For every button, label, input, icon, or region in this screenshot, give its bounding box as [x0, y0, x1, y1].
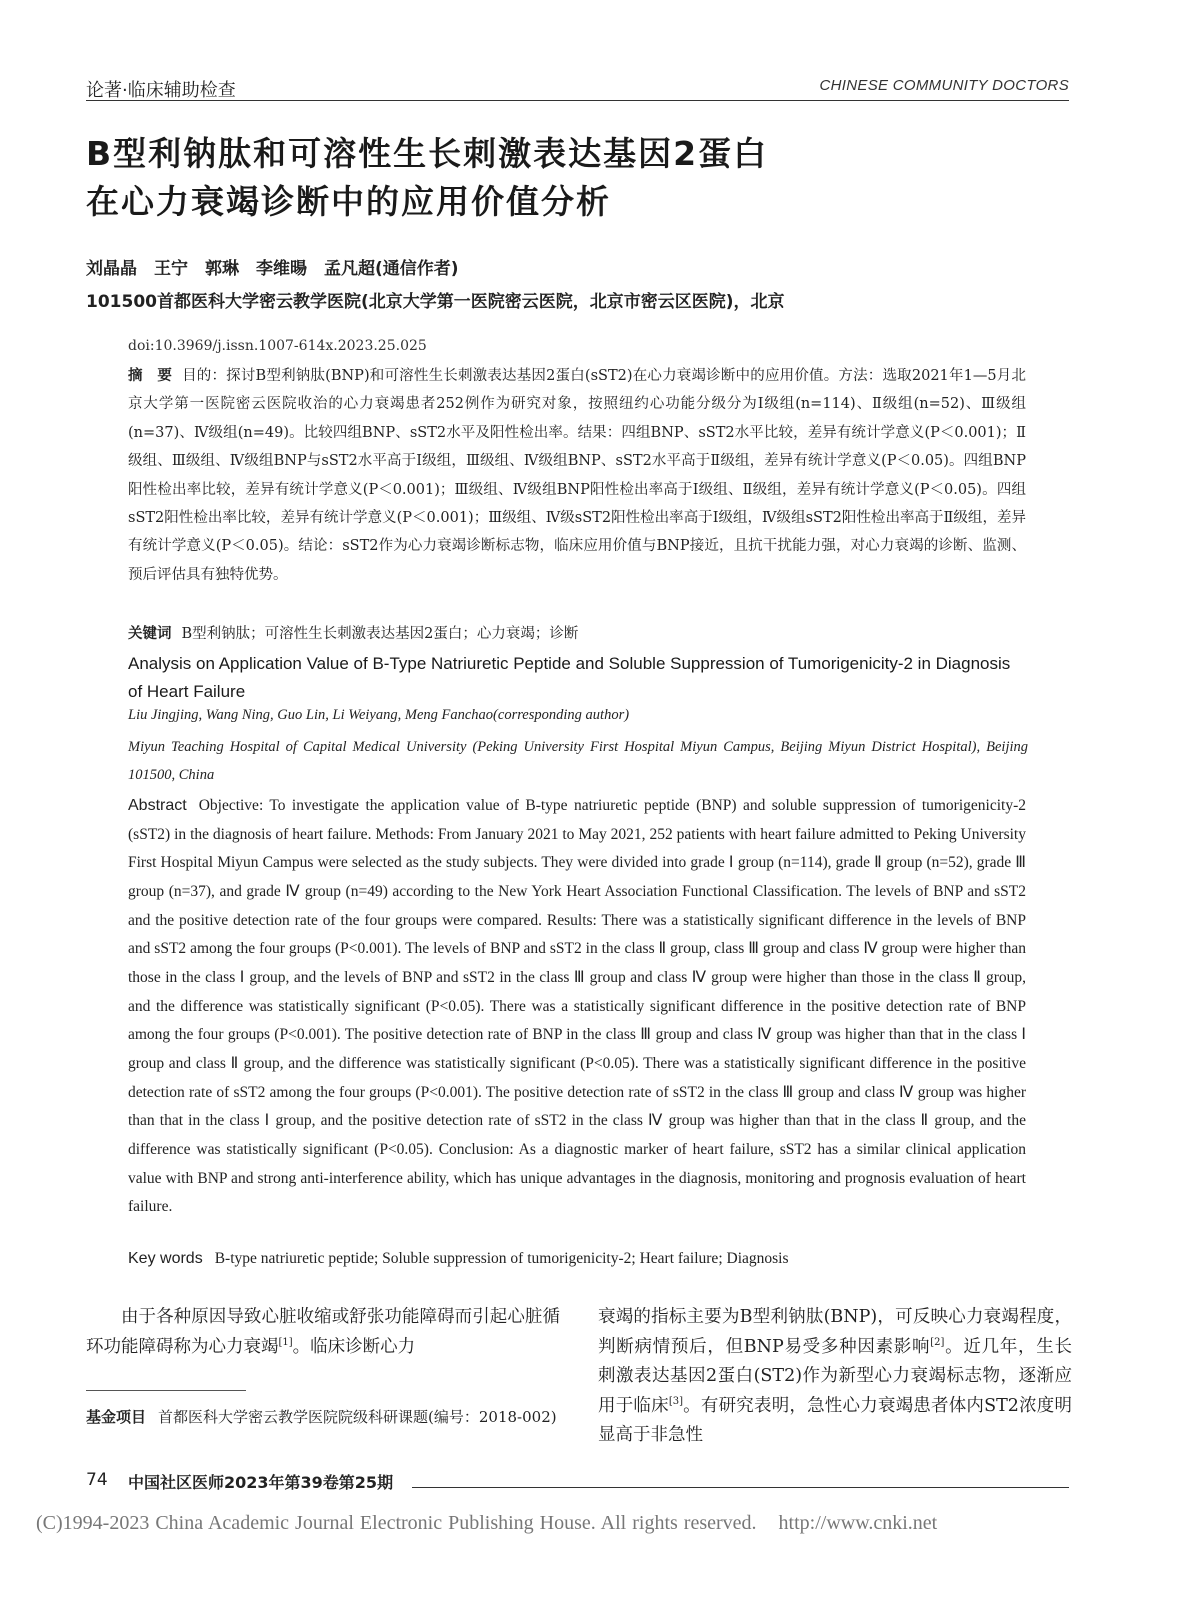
- author-list-en: Liu Jingjing, Wang Ning, Guo Lin, Li Weiyang, Meng Fanchao(corresponding author): [128, 707, 630, 723]
- header-divider: [86, 100, 1069, 101]
- reference-2[interactable]: [2]: [930, 1336, 945, 1348]
- section-label: 论著·临床辅助检查: [86, 80, 236, 101]
- affiliation: 101500首都医科大学密云教学医院(北京大学第一医院密云医院，北京市密云区医院)，北京: [86, 292, 785, 312]
- title-en: Analysis on Application Value of B-Type Natriuretic Peptide and Soluble Suppression of Tumorigenicity-2 in Diagnosis of Heart Failure: [128, 654, 1011, 701]
- doi: doi:10.3969/j.issn.1007-614x.2023.25.025: [128, 338, 427, 354]
- keywords-en-label: Key words: [128, 1250, 203, 1267]
- author-list: 刘晶晶 王宁 郭琳 李维暘 孟凡超(通信作者): [86, 259, 459, 279]
- copyright-watermark: [36, 1512, 937, 1535]
- funding-note: [86, 1404, 560, 1431]
- body-right-p1: 衰竭的指标主要为B型利钠肽(BNP)，可反映心力衰竭程度，判断病情预后，但BNP易受多种因素影响: [598, 1307, 1072, 1357]
- abstract-cn-text: 目的：探讨B型利钠肽(BNP)和可溶性生长刺激表达基因2蛋白(sST2)在心力衰竭诊断中的应用价值。方法：选取2021年1—5月北京大学第一医院密云医院收治的心力衰竭患者252例作为研究对象，按照纽约心功能分级分为Ⅰ级组(n=114)、Ⅱ级组(n=52)、Ⅲ级组(n=37)、Ⅳ级组(n=49)。比较四组BNP、sST2水平及阳性检出率。结果：四组BNP、sST2水平比较，差异有统计学意义(P＜0.001)；Ⅱ级组、Ⅲ级组、Ⅳ级组BNP与sST2水平高于Ⅰ级组，Ⅲ级组、Ⅳ级组BNP、sST2水平高于Ⅱ级组，差异有统计学意义(P＜0.05)。四组BNP阳性检出率比较，差异有统计学意义(P＜0.001)；Ⅲ级组、Ⅳ级组BNP阳性检出率高于Ⅰ级组、Ⅱ级组，差异有统计学意义(P＜0.05)。四组sST2阳性检出率比较，差异有统计学意义(P＜0.001)；Ⅲ级组、Ⅳ级sST2阳性检出率高于Ⅰ级组，Ⅳ级组sST2阳性检出率高于Ⅱ级组，差异有统计学意义(P＜0.05)。结论：sST2作为心力衰竭诊断标志物，临床应用价值与BNP接近，且抗干扰能力强，对心力衰竭的诊断、监测、预后评估具有独特优势。: [128, 368, 1027, 583]
- body-column-right: [598, 1303, 1072, 1451]
- body-column-left: [86, 1303, 560, 1362]
- body-left-tail: 。临床诊断心力: [292, 1336, 416, 1357]
- copyright-text: (C)1994-2023 China Academic Journal Electronic Publishing House. All rights reserved.: [36, 1512, 757, 1534]
- page-number: 74: [86, 1470, 108, 1490]
- affiliation-en: Miyun Teaching Hospital of Capital Medical University (Peking University First Hospital Miyun Campus, Beijing Miyun District Hospital), Beijing 101500, China: [128, 739, 1028, 783]
- abstract-en-text: Objective: To investigate the application value of B-type natriuretic peptide (BNP) and soluble suppression of tumorigenicity-2 (sST2) in the diagnosis of heart failure. Methods: From January 2021 to May 2021, 252 patients with heart failure admitted to Peking University First Hospital Miyun Campus were selected as the study subjects. They were divided into grade Ⅰ group (n=114), grade Ⅱ group (n=52), grade Ⅲ group (n=37), and grade Ⅳ group (n=49) according to the New York Heart Association Functional Classification. The levels of BNP and sST2 and the positive detection rate of the four groups were compared. Results: There was a statistically significant difference in the levels of BNP and sST2 among the four groups (P<0.001). The levels of BNP and sST2 in the class Ⅱ group, class Ⅲ group and class Ⅳ group were higher than those in the class Ⅰ group, and the levels of BNP and sST2 in the class Ⅲ group and class Ⅳ group were higher than those in the class Ⅱ group, and the difference was statistically significant (P<0.05). There was a statistically significant difference in the positive detection rate of BNP among the four groups (P<0.001). The positive detection rate of BNP in the class Ⅲ group and class Ⅳ group was higher than that in the class Ⅰ group and class Ⅱ group, and the difference was statistically significant (P<0.05). There was a statistically significant difference in the positive detection rate of sST2 among the four groups (P<0.001). The positive detection rate of sST2 in the class Ⅲ group and class Ⅳ group was higher than that in the class Ⅰ group, and the positive detection rate of sST2 in the class Ⅳ group was higher than that in the class Ⅱ group, and the difference was statistically significant (P<0.05). Conclusion: As a diagnostic marker of heart failure, sST2 has a similar clinical application value with BNP and strong anti-interference ability, which has unique advantages in the diagnosis, monitoring and prognosis evaluation of heart failure.: [128, 797, 1026, 1216]
- abstract-cn-label: 摘 要: [128, 368, 173, 384]
- keywords-cn-text: B型利钠肽；可溶性生长刺激表达基因2蛋白；心力衰竭；诊断: [181, 626, 579, 642]
- footnote-divider: [86, 1390, 246, 1391]
- funding-label: 基金项目: [86, 1408, 147, 1426]
- abstract-en: [128, 792, 1026, 1222]
- cnki-link[interactable]: http://www.cnki.net: [778, 1512, 938, 1534]
- abstract-cn: [128, 362, 1026, 589]
- keywords-en: [128, 1250, 789, 1268]
- funding-text: 首都医科大学密云教学医院院级科研课题(编号：2018-002): [158, 1408, 557, 1426]
- footer-divider: [412, 1487, 1069, 1488]
- reference-1[interactable]: [1]: [278, 1336, 293, 1348]
- title-line-1: B型利钠肽和可溶性生长刺激表达基因2蛋白: [86, 134, 769, 173]
- title-line-2: 在心力衰竭诊断中的应用价值分析: [86, 182, 611, 221]
- abstract-en-label: Abstract: [128, 797, 187, 814]
- keywords-en-text: B-type natriuretic peptide; Soluble suppression of tumorigenicity-2; Heart failure; Diagnosis: [214, 1250, 789, 1267]
- article-title: [86, 130, 1086, 226]
- journal-name-en: CHINESE COMMUNITY DOCTORS: [819, 77, 1069, 94]
- body-right-p2: 。近几年，生长刺激表达基因2蛋白(ST2)作为新型心力衰竭标志物，逐渐应用于临床: [598, 1336, 1073, 1416]
- body-right-p3: 。有研究表明，急性心力衰竭患者体内ST2浓度明显高于非急性: [598, 1395, 1073, 1445]
- body-left-text: 由于各种原因导致心脏收缩或舒张功能障碍而引起心脏循环功能障碍称为心力衰竭: [86, 1307, 560, 1357]
- journal-issue: 中国社区医师2023年第39卷第25期: [128, 1473, 394, 1492]
- keywords-cn: [128, 620, 1026, 648]
- keywords-cn-label: 关键词: [128, 626, 172, 642]
- reference-3[interactable]: [3]: [668, 1395, 683, 1407]
